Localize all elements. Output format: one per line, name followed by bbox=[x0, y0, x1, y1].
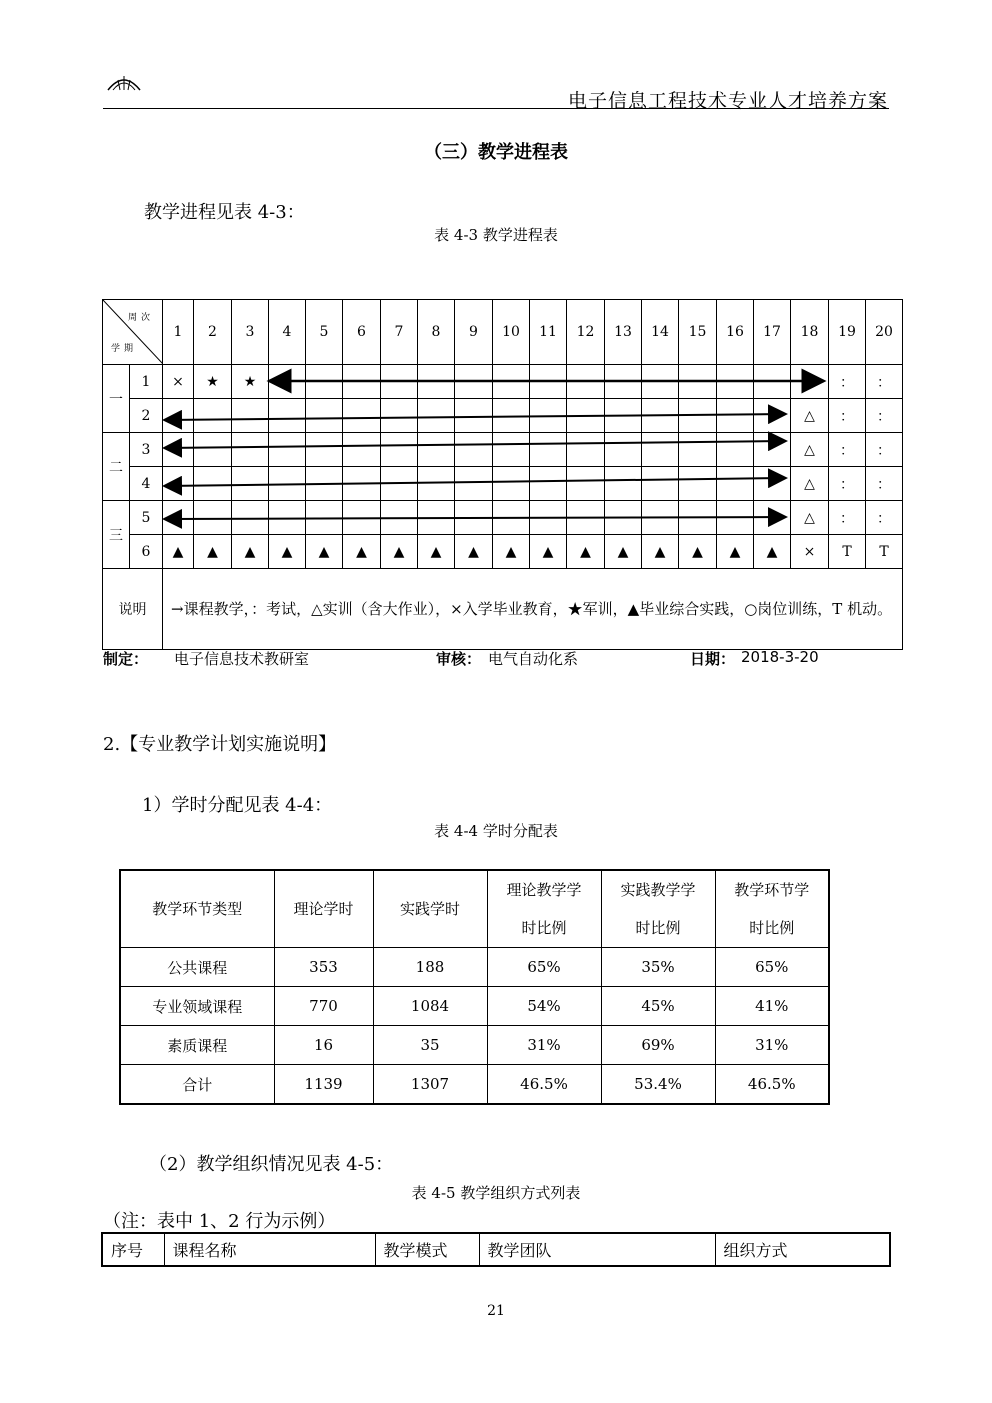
week-header: 5 bbox=[306, 300, 343, 365]
schedule-cell bbox=[269, 467, 306, 501]
schedule-cell bbox=[163, 501, 194, 535]
year-cell: 二 bbox=[103, 433, 130, 501]
week-header: 4 bbox=[269, 300, 306, 365]
school-logo bbox=[104, 70, 319, 94]
schedule-cell bbox=[754, 433, 791, 467]
schedule-cell bbox=[232, 467, 269, 501]
schedule-cell bbox=[605, 365, 642, 399]
section-title: （三）教学进程表 bbox=[424, 142, 568, 163]
schedule-cell bbox=[232, 433, 269, 467]
alloc-cell: 45% bbox=[601, 987, 715, 1026]
corner-header-cell bbox=[103, 300, 163, 365]
schedule-cell: ▲ bbox=[493, 535, 530, 569]
schedule-cell bbox=[642, 365, 679, 399]
alloc-header: 实践学时 bbox=[373, 870, 487, 948]
schedule-cell: ： bbox=[829, 467, 866, 501]
schedule-cell: ▲ bbox=[717, 535, 754, 569]
schedule-cell: × bbox=[791, 535, 829, 569]
header-divider bbox=[103, 108, 889, 109]
schedule-cell: T bbox=[866, 535, 903, 569]
alloc-cell: 专业领域课程 bbox=[120, 987, 274, 1026]
schedule-cell bbox=[269, 433, 306, 467]
schedule-cell bbox=[530, 433, 567, 467]
schedule-cell bbox=[530, 467, 567, 501]
page-number: 21 bbox=[487, 1303, 505, 1319]
maker-value: 电子信息技术教研室 bbox=[174, 650, 310, 668]
week-header: 11 bbox=[530, 300, 567, 365]
schedule-cell bbox=[642, 399, 679, 433]
alloc-cell: 1084 bbox=[373, 987, 487, 1026]
schedule-cell bbox=[269, 365, 306, 399]
table-4-5-note: （注：表中 1、2 行为示例） bbox=[103, 1211, 336, 1232]
caption-table-4-4: 表 4-4 学时分配表 bbox=[434, 822, 558, 840]
alloc-cell: 188 bbox=[373, 948, 487, 987]
alloc-header: 理论教学学时比例 bbox=[487, 870, 601, 948]
schedule-cell bbox=[269, 501, 306, 535]
schedule-cell: △ bbox=[791, 433, 829, 467]
schedule-cell bbox=[642, 501, 679, 535]
schedule-cell: ▲ bbox=[567, 535, 605, 569]
schedule-cell: ▲ bbox=[455, 535, 493, 569]
schedule-cell bbox=[269, 399, 306, 433]
alloc-cell: 35% bbox=[601, 948, 715, 987]
section-heading-2: 2.【专业教学计划实施说明】 bbox=[103, 734, 337, 755]
schedule-cell bbox=[455, 365, 493, 399]
schedule-cell: T bbox=[829, 535, 866, 569]
week-header: 3 bbox=[232, 300, 269, 365]
alloc-cell: 31% bbox=[715, 1026, 829, 1065]
schedule-cell bbox=[418, 467, 455, 501]
week-header: 7 bbox=[381, 300, 418, 365]
year-cell: 三 bbox=[103, 501, 130, 569]
week-header: 6 bbox=[343, 300, 381, 365]
schedule-cell: ： bbox=[829, 433, 866, 467]
schedule-cell: ★ bbox=[232, 365, 269, 399]
schedule-cell bbox=[418, 399, 455, 433]
week-header: 10 bbox=[493, 300, 530, 365]
schedule-cell bbox=[306, 433, 343, 467]
schedule-cell bbox=[679, 399, 717, 433]
schedule-cell bbox=[717, 501, 754, 535]
alloc-cell: 46.5% bbox=[715, 1065, 829, 1105]
schedule-cell bbox=[605, 501, 642, 535]
week-header: 16 bbox=[717, 300, 754, 365]
schedule-cell bbox=[493, 399, 530, 433]
intro-table-4-5: （2）教学组织情况见表 4-5： bbox=[149, 1154, 394, 1175]
table-row bbox=[120, 987, 829, 1026]
date-value: 2018-3-20 bbox=[741, 648, 819, 666]
alloc-cell: 16 bbox=[274, 1026, 373, 1065]
schedule-cell: ▲ bbox=[343, 535, 381, 569]
week-header: 18 bbox=[791, 300, 829, 365]
schedule-cell bbox=[418, 501, 455, 535]
schedule-cell bbox=[381, 467, 418, 501]
alloc-cell: 770 bbox=[274, 987, 373, 1026]
schedule-cell bbox=[717, 433, 754, 467]
schedule-cell bbox=[194, 467, 232, 501]
schedule-cell bbox=[163, 433, 194, 467]
schedule-cell bbox=[194, 433, 232, 467]
schedule-cell bbox=[306, 467, 343, 501]
schedule-cell bbox=[306, 399, 343, 433]
alloc-cell: 31% bbox=[487, 1026, 601, 1065]
week-header: 8 bbox=[418, 300, 455, 365]
schedule-cell: ▲ bbox=[605, 535, 642, 569]
schedule-cell bbox=[455, 467, 493, 501]
schedule-cell: ： bbox=[866, 467, 903, 501]
schedule-cell bbox=[343, 501, 381, 535]
schedule-cell: ★ bbox=[194, 365, 232, 399]
schedule-cell: ▲ bbox=[754, 535, 791, 569]
schedule-cell bbox=[679, 467, 717, 501]
week-header: 2 bbox=[194, 300, 232, 365]
alloc-cell: 69% bbox=[601, 1026, 715, 1065]
alloc-header: 理论学时 bbox=[274, 870, 373, 948]
schedule-cell: ： bbox=[829, 365, 866, 399]
schedule-cell bbox=[567, 433, 605, 467]
schedule-cell: △ bbox=[791, 467, 829, 501]
week-header: 1 bbox=[163, 300, 194, 365]
schedule-cell bbox=[530, 399, 567, 433]
semester-cell: 4 bbox=[130, 467, 163, 501]
alloc-header: 教学环节类型 bbox=[120, 870, 274, 948]
schedule-cell bbox=[163, 467, 194, 501]
review-value: 电气自动化系 bbox=[488, 650, 579, 668]
schedule-cell: ▲ bbox=[269, 535, 306, 569]
schedule-cell bbox=[194, 501, 232, 535]
corner-week-label: 周次 bbox=[127, 313, 154, 323]
schedule-cell bbox=[343, 365, 381, 399]
org-header: 课程名称 bbox=[164, 1233, 375, 1266]
corner-semester-label: 学期 bbox=[111, 344, 138, 354]
schedule-cell bbox=[306, 501, 343, 535]
schedule-cell: ▲ bbox=[530, 535, 567, 569]
schedule-cell bbox=[306, 365, 343, 399]
alloc-cell: 353 bbox=[274, 948, 373, 987]
alloc-cell: 1307 bbox=[373, 1065, 487, 1105]
schedule-cell bbox=[455, 399, 493, 433]
schedule-cell bbox=[163, 399, 194, 433]
schedule-cell bbox=[567, 399, 605, 433]
schedule-cell bbox=[754, 467, 791, 501]
week-header: 14 bbox=[642, 300, 679, 365]
semester-cell: 3 bbox=[130, 433, 163, 467]
alloc-cell: 53.4% bbox=[601, 1065, 715, 1105]
alloc-cell: 1139 bbox=[274, 1065, 373, 1105]
schedule-cell bbox=[717, 467, 754, 501]
alloc-cell: 素质课程 bbox=[120, 1026, 274, 1065]
schedule-table bbox=[102, 299, 903, 650]
schedule-cell bbox=[605, 467, 642, 501]
schedule-cell bbox=[567, 501, 605, 535]
legend-note: →课程教学，：考试，△实训（含大作业），×入学毕业教育，★军训，▲毕业综合实践，○岗位训练，T 机动。 bbox=[163, 569, 903, 650]
semester-cell: 5 bbox=[130, 501, 163, 535]
schedule-cell bbox=[343, 467, 381, 501]
hours-allocation-table bbox=[119, 869, 830, 1105]
schedule-cell: ： bbox=[866, 501, 903, 535]
schedule-cell: ▲ bbox=[194, 535, 232, 569]
schedule-cell: ： bbox=[829, 399, 866, 433]
schedule-cell: ▲ bbox=[306, 535, 343, 569]
org-header: 教学团队 bbox=[479, 1233, 715, 1266]
schedule-cell: △ bbox=[791, 501, 829, 535]
schedule-cell bbox=[381, 433, 418, 467]
schedule-cell: △ bbox=[791, 399, 829, 433]
schedule-cell: ： bbox=[866, 433, 903, 467]
schedule-cell bbox=[493, 365, 530, 399]
schedule-cell bbox=[605, 399, 642, 433]
schedule-cell: ： bbox=[866, 399, 903, 433]
schedule-cell bbox=[642, 467, 679, 501]
schedule-cell bbox=[717, 365, 754, 399]
table-row bbox=[120, 948, 829, 987]
schedule-cell: ▲ bbox=[381, 535, 418, 569]
schedule-cell bbox=[679, 365, 717, 399]
table-row bbox=[120, 1026, 829, 1065]
schedule-cell: ▲ bbox=[232, 535, 269, 569]
schedule-cell bbox=[493, 501, 530, 535]
alloc-cell: 35 bbox=[373, 1026, 487, 1065]
schedule-cell bbox=[567, 467, 605, 501]
semester-cell: 2 bbox=[130, 399, 163, 433]
schedule-cell bbox=[642, 433, 679, 467]
week-header: 17 bbox=[754, 300, 791, 365]
schedule-cell bbox=[455, 501, 493, 535]
schedule-cell: ： bbox=[829, 501, 866, 535]
org-header: 组织方式 bbox=[715, 1233, 890, 1266]
alloc-cell: 65% bbox=[487, 948, 601, 987]
intro-table-4-4: 1）学时分配见表 4-4： bbox=[142, 795, 333, 816]
schedule-cell bbox=[232, 501, 269, 535]
week-header: 9 bbox=[455, 300, 493, 365]
alloc-cell: 46.5% bbox=[487, 1065, 601, 1105]
schedule-cell: × bbox=[163, 365, 194, 399]
semester-cell: 6 bbox=[130, 535, 163, 569]
schedule-cell bbox=[418, 365, 455, 399]
week-header: 15 bbox=[679, 300, 717, 365]
schedule-cell bbox=[530, 501, 567, 535]
alloc-cell: 65% bbox=[715, 948, 829, 987]
schedule-cell bbox=[493, 433, 530, 467]
alloc-cell: 54% bbox=[487, 987, 601, 1026]
year-cell: 一 bbox=[103, 365, 130, 433]
schedule-cell bbox=[679, 501, 717, 535]
alloc-cell: 合计 bbox=[120, 1065, 274, 1105]
schedule-cell bbox=[455, 433, 493, 467]
schedule-cell bbox=[530, 365, 567, 399]
schedule-cell bbox=[232, 399, 269, 433]
schedule-cell bbox=[343, 433, 381, 467]
teaching-organization-table bbox=[101, 1232, 891, 1267]
schedule-cell bbox=[194, 399, 232, 433]
caption-table-4-3: 表 4-3 教学进程表 bbox=[434, 226, 558, 244]
schedule-cell: ▲ bbox=[679, 535, 717, 569]
week-header: 12 bbox=[567, 300, 605, 365]
alloc-cell: 41% bbox=[715, 987, 829, 1026]
date-label: 日期： bbox=[690, 650, 736, 668]
document-title: 电子信息工程技术专业人才培养方案 bbox=[567, 90, 888, 112]
alloc-cell: 公共课程 bbox=[120, 948, 274, 987]
maker-label: 制定： bbox=[103, 650, 149, 668]
schedule-cell bbox=[754, 399, 791, 433]
schedule-cell: ： bbox=[866, 365, 903, 399]
schedule-cell bbox=[381, 399, 418, 433]
review-label: 审核： bbox=[436, 650, 482, 668]
schedule-cell bbox=[605, 433, 642, 467]
semester-cell: 1 bbox=[130, 365, 163, 399]
schedule-cell bbox=[754, 501, 791, 535]
schedule-cell: ▲ bbox=[418, 535, 455, 569]
table-row bbox=[120, 1065, 829, 1105]
week-header: 20 bbox=[866, 300, 903, 365]
schedule-cell bbox=[567, 365, 605, 399]
schedule-cell bbox=[754, 365, 791, 399]
week-header: 19 bbox=[829, 300, 866, 365]
schedule-cell bbox=[717, 399, 754, 433]
week-header: 13 bbox=[605, 300, 642, 365]
schedule-cell bbox=[381, 501, 418, 535]
schedule-cell bbox=[418, 433, 455, 467]
schedule-cell bbox=[343, 399, 381, 433]
org-header: 序号 bbox=[102, 1233, 164, 1266]
alloc-header: 教学环节学时比例 bbox=[715, 870, 829, 948]
intro-table-4-3: 教学进程见表 4-3： bbox=[144, 202, 305, 223]
schedule-cell bbox=[493, 467, 530, 501]
schedule-cell bbox=[381, 365, 418, 399]
schedule-cell: ▲ bbox=[642, 535, 679, 569]
schedule-cell bbox=[791, 365, 829, 399]
caption-table-4-5: 表 4-5 教学组织方式列表 bbox=[411, 1184, 581, 1202]
schedule-cell: ▲ bbox=[163, 535, 194, 569]
note-label: 说明 bbox=[103, 569, 163, 650]
alloc-header: 实践教学学时比例 bbox=[601, 870, 715, 948]
org-header: 教学模式 bbox=[375, 1233, 479, 1266]
schedule-cell bbox=[679, 433, 717, 467]
